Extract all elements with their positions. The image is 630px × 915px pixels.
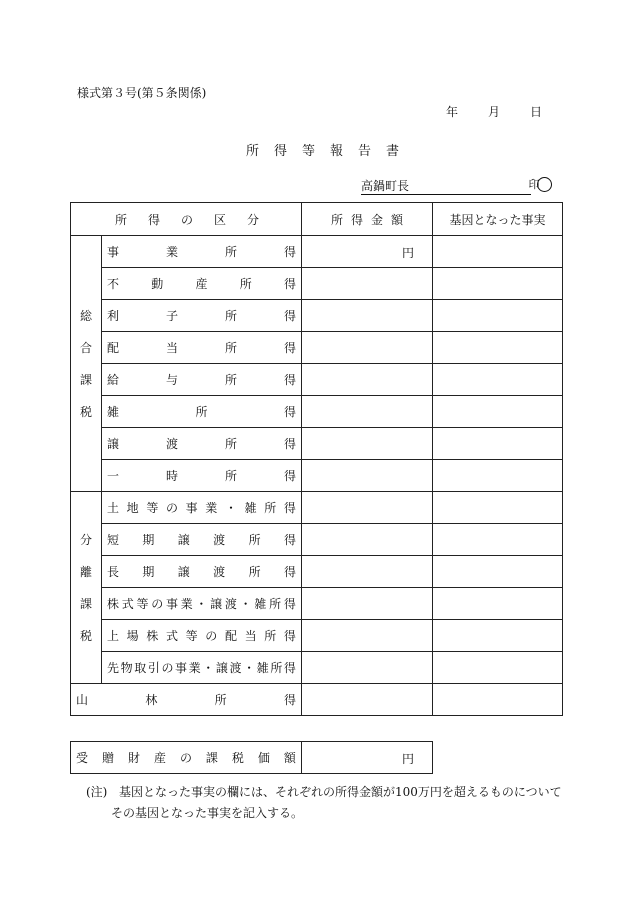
income-item-char: 等 [136,597,149,611]
income-item-char: 雑 [256,661,269,675]
income-item-char: 雑 [254,597,267,611]
table-row [71,428,563,460]
gift-label-char: 価 [257,751,270,765]
basis-cell[interactable] [433,492,563,524]
income-item-char: 所 [224,437,237,451]
income-item-label [102,396,302,428]
gift-label-char: 贈 [101,751,114,765]
forest-income-char: 山 [76,693,89,707]
seal-mark: 印 [528,178,540,191]
addressee-name: 高鍋町長 [361,179,410,193]
document-title: 所得等報告書 [245,144,414,159]
table-row [71,620,563,652]
income-item-label [102,652,302,684]
amount-cell[interactable] [302,332,433,364]
income-item-char: 当 [244,629,257,643]
amount-cell[interactable] [302,364,433,396]
income-item-char: 短 [107,533,120,547]
income-item-char: 所 [248,533,261,547]
table-row [71,236,563,268]
income-item-char: 得 [283,469,296,483]
group-label [71,236,102,492]
gift-amount-cell[interactable] [302,742,433,774]
income-item-char: 取 [134,661,147,675]
table-row [71,332,563,364]
income-item-char: 給 [107,373,120,387]
gift-row [71,742,433,774]
income-item-char: 譲 [177,565,190,579]
income-item-char: 譲 [177,533,190,547]
income-item-char: 業 [165,245,178,259]
amount-cell[interactable] [302,428,433,460]
date-day-label: 日 [530,105,543,119]
header-category-char: 分 [246,212,259,227]
income-item-label [102,428,302,460]
income-item-char: 得 [283,245,296,259]
basis-cell[interactable] [433,396,563,428]
income-item-char: 等 [185,629,198,643]
group-label-char: 税 [79,404,92,419]
gift-label-char: 額 [283,751,296,765]
table-row [71,652,563,684]
table-row [71,460,563,492]
income-item-label [102,588,302,620]
income-item-char: 得 [283,533,296,547]
group-label-char: 総 [79,308,92,323]
basis-cell[interactable] [433,620,563,652]
income-item-char: 渡 [229,661,242,675]
amount-cell[interactable] [302,524,433,556]
note-line-2: その基因となった事実を記入する。 [111,806,304,820]
income-item-char: 土 [107,501,120,515]
income-item-char: 得 [283,437,296,451]
forest-income-label [71,684,302,716]
income-item-char: 不 [107,277,120,291]
income-item-char: 所 [224,373,237,387]
gift-label [71,742,302,774]
table-row [71,396,563,428]
income-item-char: ・ [224,501,237,515]
income-table [70,202,563,716]
income-item-char: ・ [202,661,215,675]
income-item-char: 得 [283,373,296,387]
basis-cell[interactable] [433,684,563,716]
income-item-char: 時 [165,469,178,483]
income-item-char: 動 [151,277,164,291]
amount-cell[interactable] [302,300,433,332]
income-item-char: 業 [188,661,201,675]
income-item-char: 産 [195,277,208,291]
date-month-label: 月 [488,105,501,119]
income-item-char: の [161,661,174,675]
income-item-char: 上 [107,629,120,643]
income-item-char: 得 [283,629,296,643]
income-item-char: 事 [165,597,178,611]
basis-cell[interactable] [433,364,563,396]
income-item-char: 渡 [213,533,226,547]
table-row [71,492,563,524]
income-item-char: 場 [126,629,139,643]
amount-cell[interactable] [302,556,433,588]
table-row [71,300,563,332]
table-row [71,524,563,556]
basis-cell[interactable] [433,652,563,684]
income-item-char: 式 [121,597,134,611]
basis-cell[interactable] [433,460,563,492]
income-item-char: 地 [126,501,139,515]
income-item-char: 所 [224,309,237,323]
income-item-char: 得 [283,405,296,419]
income-item-char: 所 [264,501,277,515]
amount-cell[interactable] [302,396,433,428]
income-item-char: 譲 [215,661,228,675]
income-item-char: 得 [283,277,296,291]
income-item-char: の [205,629,218,643]
gift-label-char: 税 [231,751,244,765]
income-item-char: ・ [195,597,208,611]
income-item-char: 得 [283,501,296,515]
forest-income-char: 林 [145,693,158,707]
basis-cell[interactable] [433,332,563,364]
table-row [71,364,563,396]
income-item-char: 所 [264,629,277,643]
header-category [71,203,302,236]
income-item-char: 子 [165,309,178,323]
basis-cell[interactable] [433,588,563,620]
table-row [71,588,563,620]
income-item-char: 所 [224,245,237,259]
header-category-char: の [180,212,193,227]
amount-cell[interactable] [302,460,433,492]
amount-cell[interactable] [302,620,433,652]
income-item-char: 渡 [165,437,178,451]
income-item-label [102,524,302,556]
income-item-char: 雑 [107,405,120,419]
addressee [361,177,561,195]
income-item-char: 所 [248,565,261,579]
amount-cell[interactable] [302,652,433,684]
income-item-char: 期 [142,533,155,547]
income-item-char: 渡 [213,565,226,579]
income-item-char: 事 [185,501,198,515]
income-item-char: 期 [142,565,155,579]
amount-cell[interactable] [302,268,433,300]
income-item-char: 式 [165,629,178,643]
income-item-char: 業 [205,501,218,515]
header-category-char: 所 [115,212,128,227]
income-item-label [102,236,302,268]
income-item-char: 事 [107,245,120,259]
table-row [71,268,563,300]
forest-income-char: 所 [214,693,227,707]
income-item-char: 得 [283,661,296,675]
income-item-label [102,268,302,300]
income-item-char: 配 [107,341,120,355]
group-label [71,492,102,684]
table-row-forest [71,684,563,716]
gift-yen-unit: 円 [401,752,414,766]
date-year-label: 年 [446,105,459,119]
signature-line[interactable] [361,194,531,195]
income-item-char: ・ [243,661,256,675]
seal-circle-icon [537,177,552,192]
income-item-char: 得 [283,309,296,323]
basis-cell[interactable] [433,300,563,332]
group-label-char: 離 [79,564,92,579]
header-amount: 所得金額 [302,203,433,236]
income-item-char: 先 [107,661,120,675]
income-item-char: 事 [175,661,188,675]
amount-cell[interactable] [302,492,433,524]
income-item-char: の [165,501,178,515]
income-item-char: 長 [107,565,120,579]
income-item-char: 引 [147,661,160,675]
income-item-label [102,556,302,588]
income-item-label [102,620,302,652]
income-item-char: 利 [107,309,120,323]
income-item-char: 等 [146,501,159,515]
basis-cell[interactable] [433,524,563,556]
basis-cell[interactable] [433,428,563,460]
income-item-char: 配 [224,629,237,643]
income-item-char: 株 [146,629,159,643]
gift-label-char: 受 [76,751,89,765]
amount-cell[interactable] [302,236,433,268]
gift-label-char: 課 [205,751,218,765]
income-item-label [102,364,302,396]
income-item-char: 業 [180,597,193,611]
income-item-char: 所 [195,405,208,419]
group-label-char: 課 [79,596,92,611]
forest-income-char: 得 [283,693,296,707]
income-item-char: 与 [165,373,178,387]
form-number: 様式第３号(第５条関係) [77,86,207,100]
note-head: (注) [86,785,108,799]
group-label-char: 分 [79,532,92,547]
group-label-char: 課 [79,372,92,387]
header-basis: 基因となった事実 [433,203,563,236]
income-item-char: の [151,597,164,611]
income-item-label [102,332,302,364]
income-item-char: 得 [283,341,296,355]
date-line [446,103,542,120]
income-item-label [102,492,302,524]
income-item-char: 雑 [244,501,257,515]
income-item-label [102,460,302,492]
header-category-char: 区 [213,212,226,227]
income-item-char: 渡 [224,597,237,611]
income-item-char: 一 [107,469,120,483]
income-item-char: 物 [120,661,133,675]
income-item-char: 所 [224,341,237,355]
basis-cell[interactable] [433,556,563,588]
income-item-char: 譲 [210,597,223,611]
income-item-char: 株 [107,597,120,611]
gift-label-char: 産 [153,751,166,765]
income-item-label [102,300,302,332]
header-category-char: 得 [147,212,160,227]
income-item-char: 所 [239,277,252,291]
income-item-char: ・ [239,597,252,611]
note-line-1: 基因となった事実の欄には、それぞれの所得金額が100万円を超えるものについて [119,785,562,799]
basis-cell[interactable] [433,268,563,300]
gift-label-char: の [179,751,192,765]
gift-table [70,741,433,774]
income-item-char: 当 [165,341,178,355]
income-item-char: 得 [283,565,296,579]
income-item-char: 所 [224,469,237,483]
income-item-char: 得 [283,597,296,611]
income-item-char: 譲 [107,437,120,451]
yen-unit: 円 [401,246,414,260]
income-item-char: 所 [270,661,283,675]
table-header-row [71,203,563,236]
group-label-char: 税 [79,628,92,643]
gift-label-char: 財 [127,751,140,765]
group-label-char: 合 [79,340,92,355]
amount-cell[interactable] [302,588,433,620]
table-row [71,556,563,588]
basis-cell[interactable] [433,236,563,268]
amount-cell[interactable] [302,684,433,716]
income-item-char: 所 [269,597,282,611]
